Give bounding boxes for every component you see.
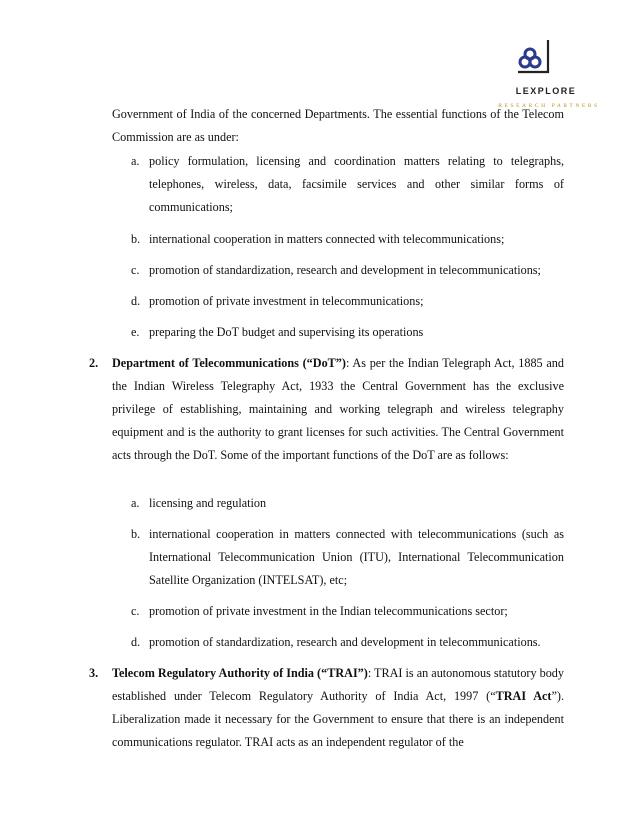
list-text: promotion of standardization, research and development in telecommunications; (149, 263, 541, 277)
list-text: international cooperation in matters connected with telecommunications (such as International Telecommunication Union (ITU), International Telecommunication Satellite Organization (INTELSAT), etc; (149, 527, 564, 587)
section-body (112, 352, 564, 467)
section-text: : TRAI is an autonomous statutory body established under Telecom Regulatory Authority of India Act, 1997 (“ (112, 666, 564, 703)
list-text: promotion of private investment in the Indian telecommunications sector; (149, 604, 508, 618)
list-text: promotion of private investment in telecommunications; (149, 294, 424, 308)
list-text: preparing the DoT budget and supervising its operations (149, 325, 424, 339)
list-item (131, 492, 564, 515)
section-dot (89, 352, 564, 467)
list-text: promotion of standardization, research and development in telecommunications. (149, 635, 541, 649)
list-marker: b. (131, 232, 141, 246)
list-item (131, 259, 564, 282)
list-marker: c. (131, 604, 140, 618)
list-item (131, 321, 564, 344)
list-text: policy formulation, licensing and coordination matters relating to telegraphs, telephones, wireless, data, facsimile services and other similar forms of communications; (149, 154, 564, 214)
section-text: : As per the Indian Telegraph Act, 1885 and the Indian Wireless Telegraphy Act, 1933 the Central Government has the exclusive privilege of establishing, maintaining and working telegraph and wireless telegraphy equipment and is the authority to grant licenses for such activities. The Central Government acts through the DoT. Some of the important functions of the DoT are as follows: (112, 356, 564, 462)
lexplore-logo-mark-icon (514, 38, 552, 74)
list-item (131, 631, 564, 654)
section-number: 3. (89, 666, 99, 680)
list-marker: b. (131, 527, 141, 541)
intro-paragraph: Government of India of the concerned Departments. The essential functions of the Telecom Commission are as under: (112, 107, 564, 144)
defined-term: TRAI Act (495, 689, 552, 703)
list-marker: d. (131, 635, 141, 649)
section-trai (89, 662, 564, 754)
list-marker: c. (131, 263, 140, 277)
list-marker: e. (131, 325, 140, 339)
list-text: international cooperation in matters connected with telecommunications; (149, 232, 505, 246)
list-marker: d. (131, 294, 141, 308)
list-item (131, 523, 564, 592)
logo-tagline: RESEARCH PARTNERS (498, 103, 600, 109)
list-item (131, 600, 564, 623)
section-heading: Department of Telecommunications (“DoT”) (112, 356, 346, 370)
section-number: 2. (89, 356, 99, 370)
section-text-cont: ”). Liberalization made it necessary for the Government to ensure that there is an independent communications regulator. TRAI acts as an independent regulator of the (112, 689, 565, 749)
list-item (131, 228, 564, 251)
section-heading: Telecom Regulatory Authority of India (“TRAI”) (112, 666, 368, 680)
list-text: licensing and regulation (149, 496, 267, 510)
list-item (131, 290, 564, 313)
list-item (131, 150, 564, 219)
logo-name: LEXPLORE (515, 86, 577, 96)
list-marker: a. (131, 154, 140, 168)
section-body (112, 662, 564, 754)
list-marker: a. (131, 496, 140, 510)
lexplore-logo (470, 36, 600, 109)
